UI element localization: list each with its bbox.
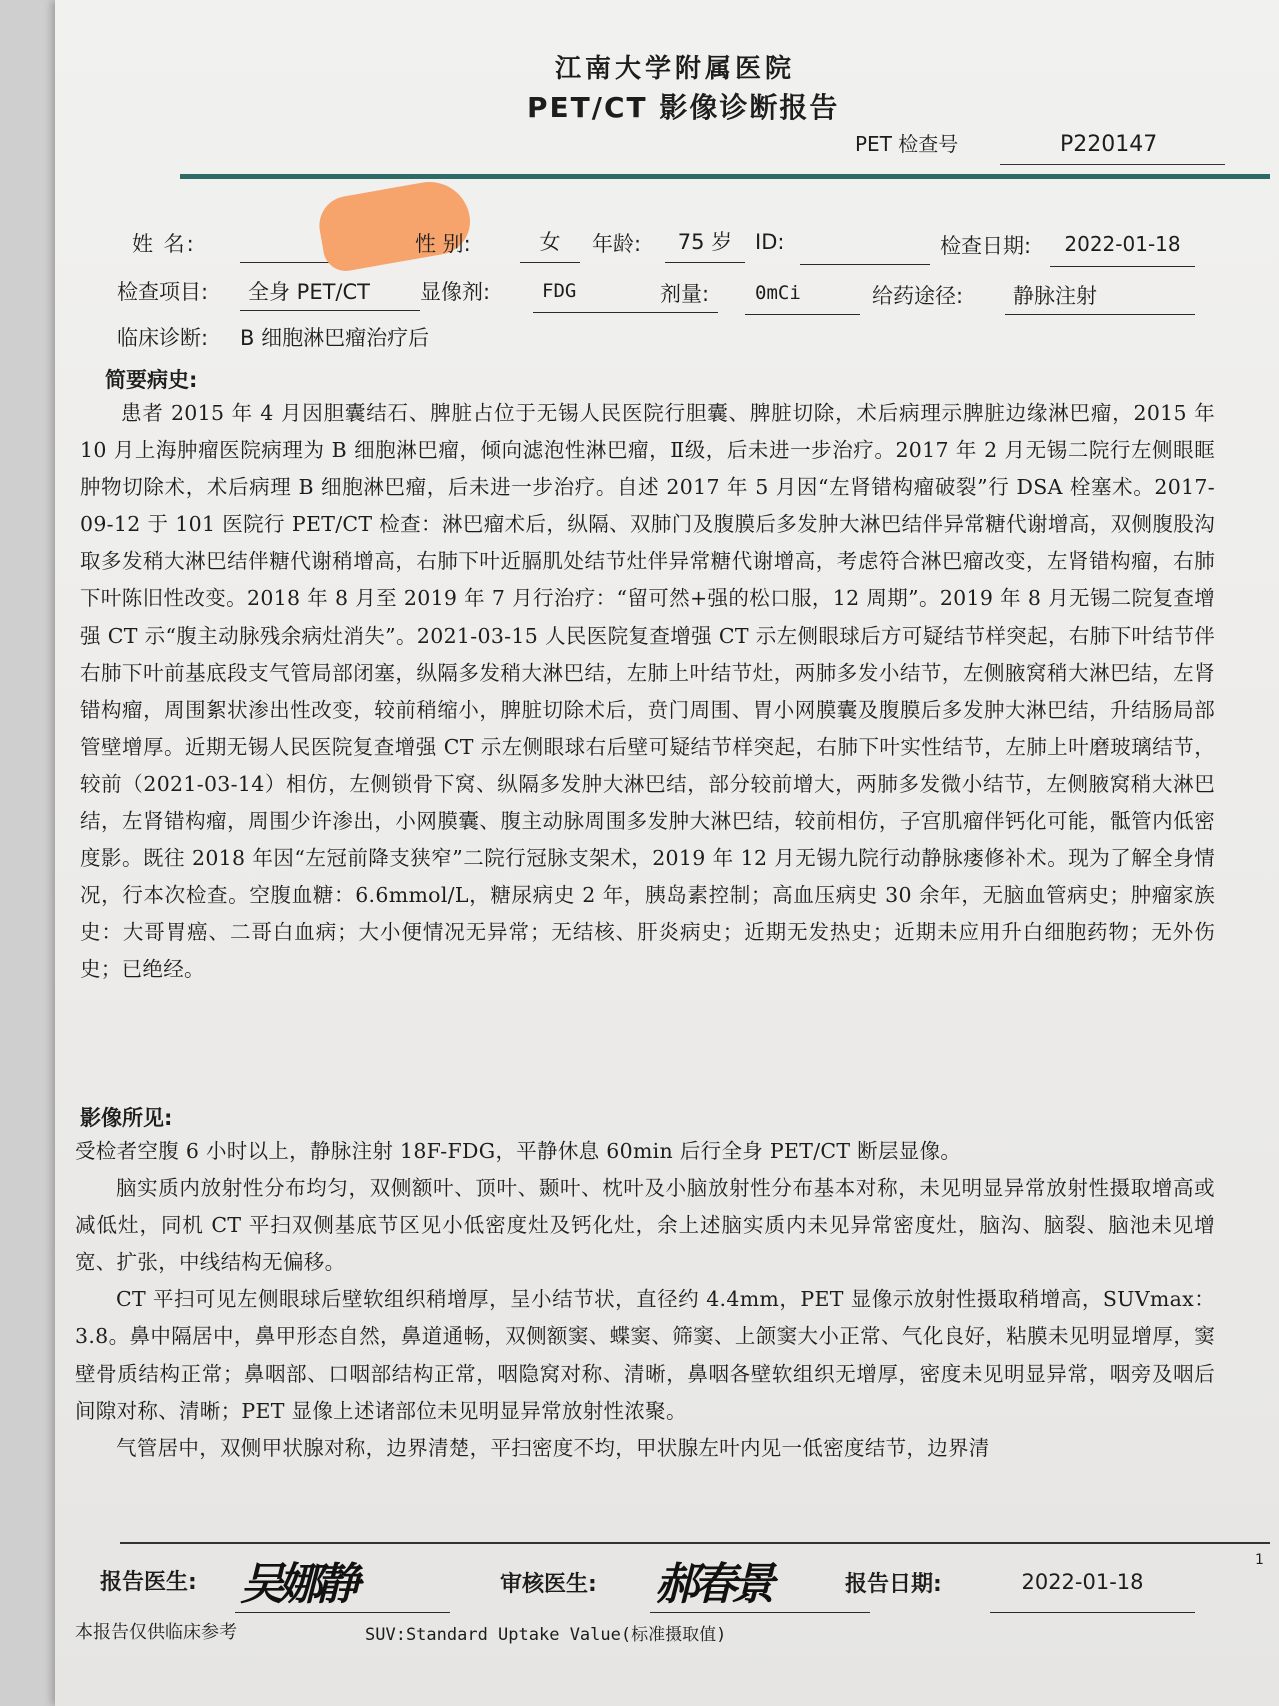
page-mark: 1 <box>1255 1552 1264 1568</box>
reviewer-label: 审核医生: <box>500 1572 597 1597</box>
exam-date-underline <box>1050 266 1195 267</box>
history-text: 患者 2015 年 4 月因胆囊结石、脾脏占位于无锡人民医院行胆囊、脾脏切除，术后病理示脾脏边缘淋巴瘤，2015 年 10 月上海肿瘤医院病理为 B 细胞淋巴瘤，倾向滤泡性淋巴瘤，Ⅱ级，后未进一步治疗。2017 年 2 月无锡二院行左侧眼眶肿物切除术，术后病理 B 细胞淋巴瘤，后未进一步治疗。自述 2017 年 5 月因“左肾错构瘤破裂”行 DSA 栓塞术。2017-09-12 于 101 医院行 PET/CT 检查：淋巴瘤术后，纵隔、双肺门及腹膜后多发肿大淋巴结伴异常糖代谢增高，双侧腹股沟取多发稍大淋巴结伴糖代谢稍增高，右肺下叶近膈肌处结节灶伴异常糖代谢增高，考虑符合淋巴瘤改变，左肾错构瘤，右肺下叶陈旧性改变。2018 年 8 月至 2019 年 7 月行治疗：“留可然+强的松口服，12 周期”。2019 年 8 月无锡二院复查增强 CT 示“腹主动脉残余病灶消失”。2021-03-15 人民医院复查增强 CT 示左侧眼球后方可疑结节样突起，右肺下叶结节伴右肺下叶前基底段支气管局部闭塞，纵隔多发稍大淋巴结，左肺上叶结节灶，两肺多发小结节，左侧腋窝稍大淋巴结，左肾错构瘤，周围絮状渗出性改变，较前稍缩小，脾脏切除术后，贲门周围、胃小网膜囊及腹膜后多发肿大淋巴结，升结肠局部管壁增厚。近期无锡人民医院复查增强 CT 示左侧眼球右后壁可疑结节样突起，右肺下叶实性结节，左肺上叶磨玻璃结节，较前（2021-03-14）相仿，左侧锁骨下窝、纵隔多发肿大淋巴结，部分较前增大，两肺多发微小结节，左侧腋窝稍大淋巴结，左肾错构瘤，周围少许渗出，小网膜囊、腹主动脉周围多发肿大淋巴结，较前相仿，子宫肌瘤伴钙化可能，骶管内低密度影。既往 2018 年因“左冠前降支狭窄”二院行冠脉支架术，2019 年 12 月无锡九院行动静脉瘘修补术。现为了解全身情况，行本次检查。空腹血糖：6.6mmol/L，糖尿病史 2 年，胰岛素控制；高血压病史 30 余年，无脑血管病史；肿瘤家族史：大哥胃癌、二哥白血病；大小便情况无异常；无结核、肝炎病史；近期无发热史；近期未应用升白细胞药物；无外伤史；已绝经。 <box>80 401 1215 982</box>
route-label: 给药途径: <box>872 284 964 308</box>
findings-paragraph-1: 受检者空腹 6 小时以上，静脉注射 18F-FDG，平静休息 60min 后行全身 PET/CT 断层显像。 <box>75 1139 962 1163</box>
diagnosis-label: 临床诊断: <box>117 326 209 350</box>
findings-paragraph-2: 脑实质内放射性分布均匀，双侧额叶、顶叶、颞叶、枕叶及小脑放射性分布基本对称，未见明显异常放射性摄取增高或减低灶，同机 CT 平扫双侧基底节区见小低密度灶及钙化灶，余上述脑实质内未见异常密度灶，脑沟、脑裂、脑池未见增宽、扩张，中线结构无偏移。 <box>75 1176 1215 1275</box>
exam-item-value: 全身 PET/CT <box>248 280 371 304</box>
diagnosis-value: B 细胞淋巴瘤治疗后 <box>240 326 430 350</box>
pet-no-label: PET 检查号 <box>855 132 959 156</box>
route-value: 静脉注射 <box>1013 284 1097 308</box>
sex-label: 性 别: <box>415 232 471 256</box>
reviewer-underline <box>650 1612 870 1613</box>
findings-paragraph-4: 气管居中，双侧甲状腺对称，边界清楚，平扫密度不均，甲状腺左叶内见一低密度结节，边界清 <box>116 1435 990 1460</box>
findings-paragraph-3: CT 平扫可见左侧眼球后壁软组织稍增厚，呈小结节状，直径约 4.4mm，PET 显像示放射性摄取稍增高，SUVmax：3.8。鼻中隔居中，鼻甲形态自然，鼻道通畅，双侧额窦、蝶窦、筛窦、上颌窦大小正常、气化良好，粘膜未见明显增厚，窦壁骨质结构正常；鼻咽部、口咽部结构正常，咽隐窝对称、清晰，鼻咽各壁软组织无增厚，密度未见明显异常，咽旁及咽后间隙对称、清晰；PET 显像上述诸部位未见明显异常放射性浓聚。 <box>75 1287 1215 1423</box>
findings-section <box>75 1133 1215 1467</box>
exam-date-value: 2022-01-18 <box>1064 232 1181 256</box>
header-divider <box>180 174 1270 179</box>
footer-divider <box>120 1542 1270 1544</box>
dose-underline <box>745 314 860 315</box>
route-underline <box>1005 314 1195 315</box>
reporter-signature: 吴娜静 <box>240 1559 354 1610</box>
reporter-underline <box>235 1612 450 1613</box>
id-label: ID: <box>755 230 785 254</box>
history-section <box>80 395 1215 989</box>
redaction-mark <box>315 176 476 275</box>
pet-no-value: P220147 <box>1060 132 1158 157</box>
sex-underline <box>520 262 580 263</box>
report-title: PET/CT 影像诊断报告 <box>527 91 840 124</box>
agent-value: FDG <box>542 280 577 302</box>
history-heading: 简要病史: <box>105 368 198 392</box>
agent-underline <box>533 312 718 313</box>
exam-item-underline <box>240 310 420 311</box>
reviewer-signature: 郝春景 <box>655 1559 769 1610</box>
suv-note: SUV:Standard Uptake Value(标准摄取值) <box>365 1625 727 1645</box>
sex-value: 女 <box>539 230 561 254</box>
age-label: 年龄: <box>592 232 642 256</box>
reporter-label: 报告医生: <box>100 1570 197 1595</box>
disclaimer: 本报告仅供临床参考 <box>75 1622 237 1643</box>
agent-label: 显像剂: <box>420 280 491 304</box>
report-page <box>55 0 1279 1706</box>
exam-item-label: 检查项目: <box>117 280 209 304</box>
findings-heading: 影像所见: <box>80 1106 173 1130</box>
pet-no-underline <box>1000 164 1225 165</box>
report-date-value: 2022-01-18 <box>1021 1570 1144 1594</box>
dose-value: 0mCi <box>755 282 801 304</box>
age-value: 75 岁 <box>677 230 733 254</box>
dose-label: 剂量: <box>660 282 710 306</box>
report-date-label: 报告日期: <box>845 1572 942 1597</box>
age-underline <box>665 262 745 263</box>
name-label: 姓 名: <box>132 232 196 256</box>
hospital-name: 江南大学附属医院 <box>555 54 796 84</box>
report-date-underline <box>990 1612 1195 1613</box>
id-underline <box>800 264 930 265</box>
exam-date-label: 检查日期: <box>940 234 1032 258</box>
